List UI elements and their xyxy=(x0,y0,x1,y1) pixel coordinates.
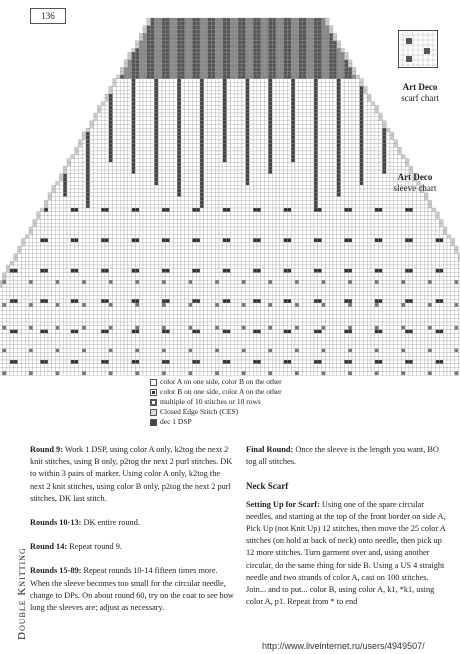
scarf-chart-label: Art Deco scarf chart xyxy=(401,82,439,103)
legend-item: Closed Edge Stitch (CES) xyxy=(150,407,282,417)
left-column-text xyxy=(30,444,235,626)
chart-grid xyxy=(0,18,460,375)
section-heading: Neck Scarf xyxy=(246,481,289,492)
rounds-15-89-paragraph: Rounds 15-89: Repeat rounds 10-14 fifteen times more. When the sleeve becomes too small for the circular needle, change to DPs. On about round 60, try on the coat to see how long the sleeves are; adjust as necessary. xyxy=(30,566,234,613)
chart-legend xyxy=(150,377,282,427)
legend-item: multiple of 10 stitches or 10 rows xyxy=(150,397,282,407)
scarf-chart xyxy=(398,30,438,68)
round-14-paragraph: Round 14: Repeat round 9. xyxy=(30,542,122,552)
legend-item: dec 1 DSP xyxy=(150,417,282,427)
dark-square-icon xyxy=(150,419,157,426)
setup-scarf-paragraph: Setting Up for Scarf: Using one of the spare circular needles, and starting at the top of the front border on side A, Pick Up (not Knit Up) 12 stitches, then move the 25 color A stitches (on hold at back of neck) onto needle, then pick up 12 more stitches. Turn garment over and, using another circular, do the same thing for side B. Using a US 4 straight needle and two strands of color A, cast on 100 stitches. Join... and to put... color B, using color A, k1, *k1, using color A, p1. Repeat from * to end xyxy=(246,499,446,607)
page-number: 136 xyxy=(30,8,66,24)
final-round-paragraph: Final Round: Once the sleeve is the length you want, BO tog all stitches. xyxy=(246,445,439,467)
thick-square-icon xyxy=(150,399,157,406)
legend-item: color B on one side, color A on the other xyxy=(150,387,282,397)
empty-square-icon xyxy=(150,379,157,386)
source-url[interactable]: http://www.liveinternet.ru/users/4949507/ xyxy=(262,641,425,651)
gray-square-icon xyxy=(150,409,157,416)
sleeve-chart-label: Art Deco sleeve chart xyxy=(393,172,437,193)
rounds-10-13-paragraph: Rounds 10-13: DK entire round. xyxy=(30,518,140,528)
dotted-square-icon xyxy=(150,389,157,396)
side-section-title: Double Knitting xyxy=(16,547,28,640)
round-9-paragraph: Round 9: Work 1 DSP, using color A only, k2tog the next 2 knit stitches, using B only, p2tog the next 2 purl stitches. DK to within 3 pairs of marker. Using color A only, k2tog the next 2 knit stitches, using color B only, p2tog the next 2 purl stitches, DK last stitch. xyxy=(30,445,233,503)
legend-item: color A on one side, color B on the other xyxy=(150,377,282,387)
right-column-text xyxy=(246,444,446,620)
